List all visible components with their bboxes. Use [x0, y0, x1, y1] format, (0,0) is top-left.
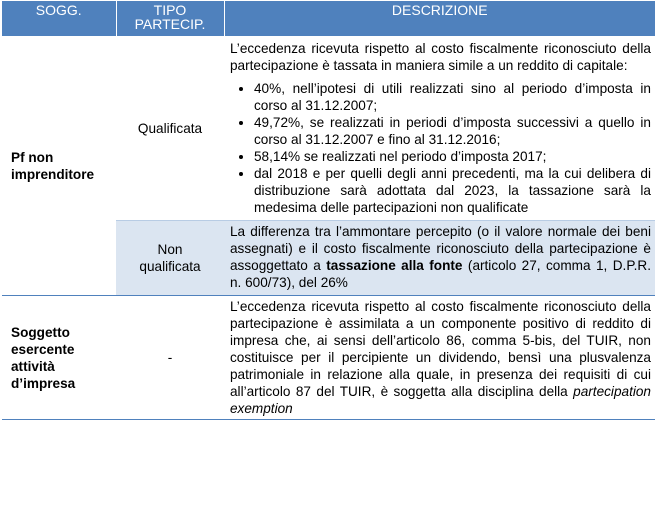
- description-cell: [224, 296, 655, 420]
- list-item: • dal 2018 e per quelli degli anni precedenti, ma la cui delibera di distribuzione sarà adottata dal 2023, la tassazione sarà la medesima delle partecipazioni non qualificate: [254, 165, 651, 216]
- header-subject: SOGG.: [2, 1, 116, 36]
- description-text: La differenza tra l’ammontare percepito (o il valore normale dei beni assegnati) e il costo fiscalmente riconosciuto della partecipazione è assoggettato a: [230, 224, 651, 273]
- list-item: • 49,72%, se realizzati in periodi d’imposta successivi a quello in corso al 31.12.2007 e fino al 31.12.2016;: [254, 114, 651, 148]
- taxation-table: [2, 1, 655, 420]
- description-cell: [224, 36, 655, 221]
- header-row: [2, 1, 655, 36]
- subject-cell: Soggetto esercente attività d’impresa: [2, 296, 116, 420]
- header-description: DESCRIZIONE: [224, 1, 655, 36]
- description-list: [230, 80, 651, 216]
- type-cell: Qualificata: [116, 36, 224, 221]
- subject-cell: Pf non imprenditore: [2, 36, 116, 296]
- type-cell: Non qualificata: [116, 221, 224, 296]
- table-row: [2, 296, 655, 420]
- description-intro: L’eccedenza ricevuta rispetto al costo fiscalmente riconosciuto della partecipazione è tassata in maniera simile a un reddito di capitale:: [230, 41, 651, 73]
- type-cell: -: [116, 296, 224, 420]
- table-row: [2, 36, 655, 221]
- list-item: • 58,14% se realizzati nel periodo d’imposta 2017;: [254, 148, 651, 165]
- header-type: TIPO PARTECIP.: [116, 1, 224, 36]
- description-italic: partecipation exemption: [230, 384, 651, 416]
- description-bold: tassazione alla fonte: [326, 258, 463, 273]
- description-text: L’eccedenza ricevuta rispetto al costo fiscalmente riconosciuto della partecipazione è assimilata a un componente positivo di reddito di impresa che, ai sensi dell’articolo 86, comma 5-bis, del TUIR, non costituisce per il percipiente un dividendo, bensì una plusvalenza patrimoniale in relazione alla quale, in presenza dei requisiti di cui all’articolo 87 del TUIR, è soggetta alla disciplina della: [230, 299, 651, 399]
- description-cell: [224, 221, 655, 296]
- description-text: (articolo 27, comma 1, D.P.R. n. 600/73), del 26%: [230, 258, 652, 290]
- list-item: • 40%, nell’ipotesi di utili realizzati sino al periodo d’imposta in corso al 31.12.2007;: [254, 80, 651, 114]
